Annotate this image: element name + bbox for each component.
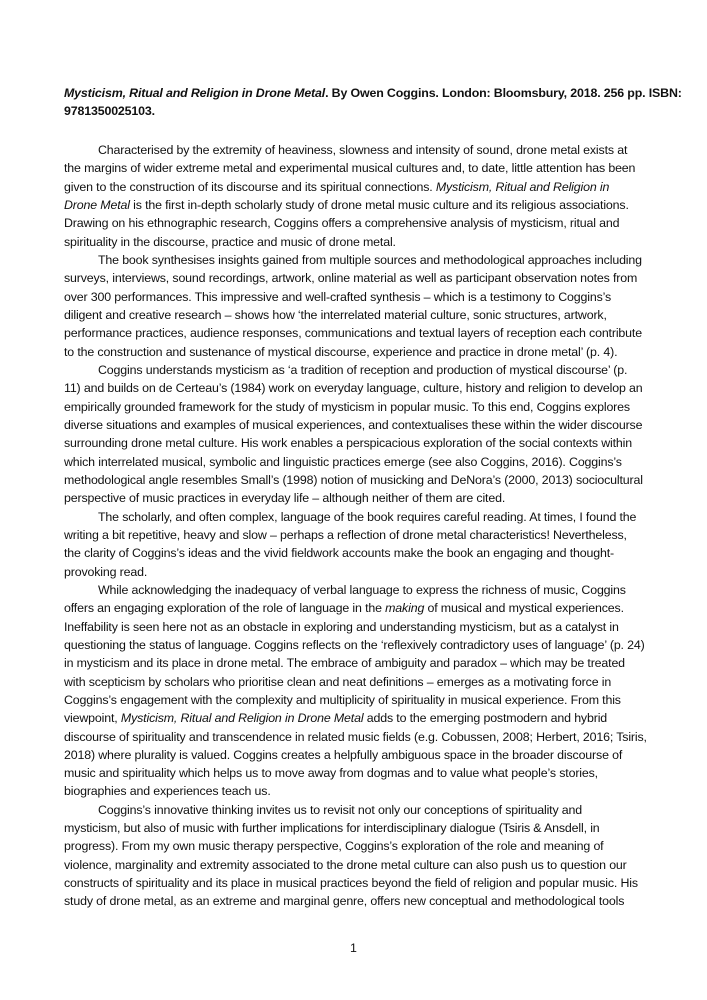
text-run: surrounding drone metal culture. His work enables a perspicacious exploration of the social contexts within [64,436,632,451]
text-run: which interrelated musical, symbolic and linguistic practices emerge (see also Coggins, 2016). Coggins’s [64,454,622,469]
paragraph-line [64,544,654,562]
paragraph-line [64,654,654,672]
text-run: mysticism, but also of music with further implications for interdisciplinary dialogue (Tsiris & Ansdell, in [64,821,600,836]
text-run: perspective of music practices in everyday life – although neither of them are cited. [64,491,506,506]
text-run: While acknowledging the inadequacy of verbal language to express the richness of music, Coggins [98,582,626,597]
text-run: spirituality in the discourse, practice and music of drone metal. [64,234,396,249]
paragraph-line [64,324,654,342]
text-run: with scepticism by scholars who prioritise clean and neat definitions – emerges as a motivating force in [64,674,612,689]
italic-title-text: Drone Metal [64,197,130,212]
text-run: provoking read. [64,564,148,579]
paragraph-line [64,636,654,654]
paragraph-line [64,892,654,910]
text-run: Ineffability is seen here not as an obstacle in exploring and understanding mysticism, but as a catalyst in [64,619,619,634]
text-run: . By Owen Coggins. London: Bloomsbury, 2018. 256 pp. ISBN: [325,86,682,100]
paragraph-line [64,837,654,855]
text-run: given to the construction of its discourse and its spiritual connections. [64,179,436,194]
paragraph [64,581,654,801]
text-run: 9781350025103. [64,104,155,119]
page-number: 1 [350,941,357,955]
text-run: Coggins’s engagement with the complexity and multiplicity of spirituality in musical experience. From this [64,692,621,707]
text-run: Characterised by the extremity of heaviness, slowness and intensity of sound, drone metal exists at [98,143,628,157]
paragraph-line [64,434,654,452]
text-run: of musical and mystical experiences. [424,601,624,616]
text-run: diverse situations and examples of musical experiences, and contextualises these within the wider discourse [64,417,643,432]
text-run: music and spirituality which helps us to move away from dogmas and to value what people’s stories, [64,766,598,781]
paragraph-line [64,526,654,544]
text-run: performance practices, audience responses, communications and textual layers of reception each contribute [64,326,642,341]
paragraph-line [64,343,654,361]
paragraph-line [64,728,654,746]
citation-heading [64,84,682,121]
paragraph-line [64,233,654,251]
paragraph-line [64,141,654,159]
paragraph-line [64,691,654,709]
paragraph-line [64,306,654,324]
paragraph-line [64,453,654,471]
paragraph-line [64,764,654,782]
text-run: 2018) where plurality is valued. Coggins creates a helpfully ambiguous space in the broader discourse of [64,747,623,762]
paragraph-line [64,618,654,636]
text-run: in mysticism and its place in drone metal. The embrace of ambiguity and paradox – which may be treated [64,656,625,671]
review-body [64,141,654,911]
italic-title-text: Mysticism, Ritual and Religion in Drone Metal [64,86,326,100]
text-run: is the first in-depth scholarly study of drone metal music culture and its religious associations. [129,197,629,212]
text-run: constructs of spirituality and its place in musical practices beyond the field of religion and popular music. His [64,876,638,891]
paragraph [64,141,654,251]
text-run: the clarity of Coggins’s ideas and the vivid fieldwork accounts make the book an engaging and thought- [64,546,614,561]
paragraph [64,801,654,911]
text-run: Coggins understands mysticism as ‘a tradition of reception and production of mystical discourse’ (p. [98,362,628,377]
text-run: biographies and experiences teach us. [64,784,271,799]
text-run: methodological angle resembles Small’s (1998) notion of musicking and DeNora’s (2000, 2013) sociocultural [64,472,643,487]
text-run: The book synthesises insights gained from multiple sources and methodological approaches including [98,252,642,267]
text-run: violence, marginality and extremity associated to the drone metal culture can also push us to question our [64,857,627,872]
text-run: viewpoint, [64,711,121,726]
paragraph-line [64,416,654,434]
text-run: Drawing on his ethnographic research, Coggins offers a comprehensive analysis of mysticism, ritual and [64,216,620,231]
paragraph-line [64,856,654,874]
paragraph-line [64,288,654,306]
paragraph-line [64,489,654,507]
paragraph-line [64,361,654,379]
paragraph-line [64,269,654,287]
text-run: surveys, interviews, sound recordings, artwork, online material as well as participant observation notes from [64,271,638,286]
text-run: diligent and creative research – shows how ‘the interrelated material culture, sonic structures, artwork, [64,307,607,322]
paragraph-line [64,746,654,764]
paragraph-line [64,508,654,526]
text-run: adds to the emerging postmodern and hybrid [363,711,608,726]
text-run: 11) and builds on de Certeau’s (1984) work on everyday language, culture, history and religion to develop an [64,381,643,396]
paragraph-line [64,471,654,489]
paragraph-line [64,379,654,397]
italic-title-text: Mysticism, Ritual and Religion in [435,179,610,194]
paragraph-line [64,709,654,727]
paragraph-line [64,874,654,892]
paragraph-line [64,782,654,800]
text-run: to the construction and sustenance of mystical discourse, experience and practice in drone metal’ (p. 4). [64,344,618,359]
paragraph [64,361,654,508]
paragraph [64,508,654,581]
paragraph-line [64,214,654,232]
paragraph-line [64,398,654,416]
heading-line [64,102,654,120]
paragraph-line [64,563,654,581]
italic-title-text: making [385,601,425,616]
text-run: discourse of spirituality and transcendence in related music fields (e.g. Cobussen, 2008; Herbert, 2016; Tsiris, [64,729,647,744]
text-run: Coggins’s innovative thinking invites us to revisit not only our conceptions of spirituality and [98,802,583,817]
paragraph [64,251,654,361]
heading-line [64,84,682,102]
text-run: the margins of wider extreme metal and experimental musical cultures and, to date, little attention has been [64,161,636,176]
text-run: empirically grounded framework for the study of mysticism in popular music. To this end, Coggins explores [64,399,630,414]
paragraph-line [64,599,654,617]
text-run: writing a bit repetitive, heavy and slow – perhaps a reflection of drone metal characteristics! Nevertheless, [64,527,627,542]
paragraph-line [64,178,654,196]
paragraph-line [64,819,654,837]
paragraph-line [64,159,654,177]
text-run: study of drone metal, as an extreme and marginal genre, offers new conceptual and methodological tools [64,894,625,909]
text-run: progress). From my own music therapy perspective, Coggins’s exploration of the role and meaning of [64,839,604,854]
paragraph-line [64,801,654,819]
text-run: over 300 performances. This impressive and well-crafted synthesis – which is a testimony to Coggins’s [64,289,612,304]
paragraph-line [64,581,654,599]
paragraph-line [64,251,654,269]
text-run: questioning the status of language. Coggins reflects on the ‘reflexively contradictory uses of language’ (p. 24) [64,637,645,652]
paragraph-line [64,673,654,691]
text-run: The scholarly, and often complex, language of the book requires careful reading. At times, I found the [98,509,637,524]
text-run: offers an engaging exploration of the role of language in the [64,601,386,616]
italic-title-text: Mysticism, Ritual and Religion in Drone Metal [120,711,364,726]
paragraph-line [64,196,654,214]
